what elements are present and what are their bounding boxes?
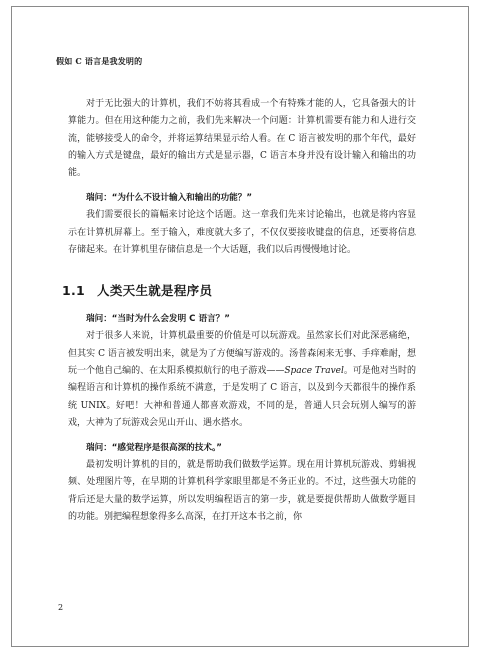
intro-paragraph: 对于无比强大的计算机，我们不妨将其看成一个有特殊才能的人，它具备强大的计算能力。但在用这种能力之前，我们先来解决一个问题：计算机需要有能力和人进行交流，能够接受人的命令，并将运算结果显示给人看。在 C 语言被发明的那个年代，最好的输入方式是键盘，最好的输出方式是显示器，C 语言本身并没有设计输入和输出的功能。 (68, 99, 416, 179)
question-heading: 瑞问：“当时为什么会发明 C 语言？” (86, 314, 230, 325)
answer-paragraph: 最初发明计算机的目的，就是帮助我们做数学运算。现在用计算机玩游戏、剪辑视频、处理图片等，在早期的计算机科学家眼里都是不务正业的。不过，这些强大功能的背后还是大量的数学运算，所以发明编程语言的第一步，就是要提供帮助人做数学题目的功能。别把编程想象得多么高深，在打开这本书之前，你 (68, 460, 416, 523)
question-heading: 瑞问：“感觉程序是很高深的技术。” (86, 443, 222, 454)
running-head: 假如 C 语言是我发明的 (56, 56, 143, 66)
section-heading (62, 281, 416, 299)
game-title: Space Travel (284, 365, 344, 376)
question-heading: 瑞问：“为什么不设计输入和输出的功能？” (86, 193, 252, 204)
section-title: 人类天生就是程序员 (97, 283, 213, 299)
answer-paragraph (68, 328, 416, 432)
page-number: 2 (58, 603, 64, 612)
answer-text: 。可是他对当时的编程语言和计算机的操作系统不满意，于是发明了 C 语言，以及到今天都很牛的操作系统 UNIX。好吧！大神和普通人都喜欢游戏，不同的是，普通人只会玩别人编写的游戏，大神为了玩游戏会见山开山、遇水搭水。 (68, 365, 416, 428)
section-number: 1.1 (62, 283, 86, 299)
answer-text: 对于很多人来说，计算机最重要的价值是可以玩游戏。虽然家长们对此深恶痛绝，但其实 C 语言被发明出来，就是为了方便编写游戏的。汤普森闲来无事、手痒难耐，想玩一个他自己编的、在太阳系模拟航行的电子游戏—— (68, 331, 416, 376)
answer-paragraph: 我们需要很长的篇幅来讨论这个话题。这一章我们先来讨论输出，也就是将内容显示在计算机屏幕上。至于输入，难度就大多了，不仅仅要接收键盘的信息，还要将信息存储起来。在计算机里存储信息是一个大话题，我们以后再慢慢地讨论。 (68, 210, 416, 256)
page-content (62, 96, 416, 534)
